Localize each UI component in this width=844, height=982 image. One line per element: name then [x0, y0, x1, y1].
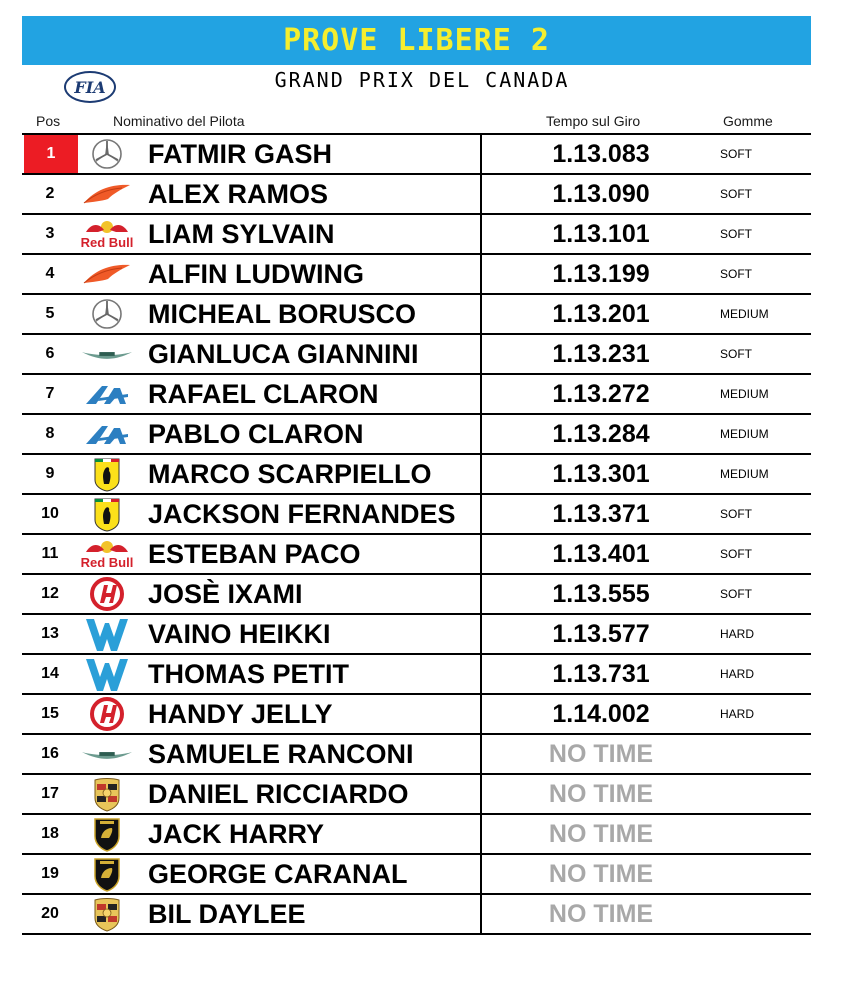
mercedes-logo: [80, 135, 134, 173]
tyre-compound: MEDIUM: [720, 427, 769, 441]
table-row: [22, 335, 811, 375]
alpine-logo: [80, 375, 134, 413]
position-cell: 5: [45, 305, 55, 322]
driver-name: GIANLUCA GIANNINI: [148, 338, 419, 369]
lap-time: NO TIME: [548, 859, 654, 888]
position-cell: 1: [24, 135, 78, 173]
event-subtitle: GRAND PRIX DEL CANADA: [274, 68, 570, 92]
lap-time: 1.13.301: [552, 459, 650, 488]
table-row: [22, 535, 811, 575]
svg-text:Red Bull: Red Bull: [80, 235, 134, 250]
redbull-logo: [80, 215, 134, 253]
table-row: [22, 735, 811, 775]
haas-logo: [80, 575, 134, 613]
position-cell: 13: [41, 625, 59, 642]
porsche-logo: [80, 775, 134, 813]
tyre-compound: SOFT: [720, 147, 752, 161]
astonmartin-logo: [80, 735, 134, 773]
column-header-time: Tempo sul Giro: [546, 113, 641, 129]
position-cell: 9: [45, 465, 55, 482]
williams-logo: [80, 615, 134, 653]
driver-name: ALEX RAMOS: [148, 178, 329, 209]
lap-time: 1.13.555: [552, 579, 650, 608]
lap-time: 1.13.231: [552, 339, 650, 368]
column-header-driver: Nominativo del Pilota: [113, 113, 245, 129]
tyre-compound: SOFT: [720, 587, 752, 601]
astonmartin-logo: [80, 335, 134, 373]
tyre-compound: SOFT: [720, 507, 752, 521]
lap-time: NO TIME: [548, 899, 654, 928]
lap-time: 1.13.401: [552, 539, 650, 568]
lap-time: NO TIME: [548, 739, 654, 768]
column-header-tyres: Gomme: [723, 113, 773, 129]
driver-name: FATMIR GASH: [148, 138, 332, 169]
column-header-pos: Pos: [36, 113, 61, 129]
position-cell: 20: [41, 905, 59, 922]
table-row: [22, 895, 811, 935]
lamborghini-logo: [80, 855, 134, 893]
driver-name: RAFAEL CLARON: [148, 378, 379, 409]
mclaren-logo: [80, 255, 134, 293]
tyre-compound: SOFT: [720, 187, 752, 201]
position-cell: 18: [41, 825, 59, 842]
tyre-compound: HARD: [720, 627, 755, 641]
position-cell: 11: [41, 545, 59, 562]
lap-time: 1.13.577: [552, 619, 650, 648]
svg-text:Red Bull: Red Bull: [80, 555, 134, 570]
driver-name: PABLO CLARON: [148, 418, 364, 449]
position-cell: 10: [41, 505, 59, 522]
lap-time: 1.13.101: [552, 219, 650, 248]
tyre-compound: HARD: [720, 667, 755, 681]
lamborghini-logo: [80, 815, 134, 853]
position-cell: 3: [45, 225, 55, 242]
table-row: [22, 495, 811, 535]
lap-time: 1.13.083: [552, 139, 650, 168]
position-cell: 14: [41, 665, 59, 682]
table-row: [22, 135, 811, 175]
redbull-logo: [80, 535, 134, 573]
table-row: [22, 415, 811, 455]
ferrari-logo: [80, 455, 134, 493]
table-row: [22, 655, 811, 695]
tyre-compound: MEDIUM: [720, 467, 769, 481]
title-banner: [22, 16, 811, 65]
tyre-compound: SOFT: [720, 547, 752, 561]
lap-time: NO TIME: [548, 819, 654, 848]
table-row: [22, 775, 811, 815]
haas-logo: [80, 695, 134, 733]
lap-time: 1.13.284: [552, 419, 650, 448]
tyre-compound: MEDIUM: [720, 387, 769, 401]
driver-name: VAINO HEIKKI: [148, 618, 331, 649]
driver-name: SAMUELE RANCONI: [148, 738, 414, 769]
table-row: [22, 175, 811, 215]
tyre-compound: SOFT: [720, 267, 752, 281]
driver-name: HANDY JELLY: [148, 698, 333, 729]
porsche-logo: [80, 895, 134, 933]
tyre-compound: SOFT: [720, 227, 752, 241]
table-row: [22, 215, 811, 255]
lap-time: 1.13.731: [552, 659, 650, 688]
driver-name: MICHEAL BORUSCO: [148, 298, 417, 329]
table-row: [22, 815, 811, 855]
position-cell: 19: [41, 865, 59, 882]
session-title: PROVE LIBERE 2: [283, 23, 550, 58]
driver-name: JOSÈ IXAMI: [148, 578, 303, 609]
table-row: [22, 255, 811, 295]
lap-time: 1.13.371: [552, 499, 650, 528]
results-table: [22, 133, 811, 935]
tyre-compound: MEDIUM: [720, 307, 769, 321]
driver-name: ESTEBAN PACO: [148, 538, 361, 569]
tyre-compound: SOFT: [720, 347, 752, 361]
lap-time: NO TIME: [548, 779, 654, 808]
lap-time: 1.13.199: [552, 259, 650, 288]
driver-name: JACK HARRY: [148, 818, 325, 849]
mercedes-logo: [80, 295, 134, 333]
driver-name: THOMAS PETIT: [148, 658, 349, 689]
table-row: [22, 295, 811, 335]
driver-name: JACKSON FERNANDES: [148, 498, 456, 529]
table-row: [22, 575, 811, 615]
position-cell: 17: [41, 785, 59, 802]
tyre-compound: HARD: [720, 707, 755, 721]
williams-logo: [80, 655, 134, 693]
lap-time: 1.13.272: [552, 379, 650, 408]
lap-time: 1.13.090: [552, 179, 650, 208]
driver-name: DANIEL RICCIARDO: [148, 778, 409, 809]
mclaren-logo: [80, 175, 134, 213]
driver-name: LIAM SYLVAIN: [148, 218, 335, 249]
position-cell: 16: [41, 745, 59, 762]
driver-name: BIL DAYLEE: [148, 898, 306, 929]
table-row: [22, 375, 811, 415]
table-row: [22, 615, 811, 655]
fia-logo-text: FIA: [74, 77, 106, 97]
driver-name: ALFIN LUDWING: [148, 258, 364, 289]
driver-name: MARCO SCARPIELLO: [148, 458, 432, 489]
alpine-logo: [80, 415, 134, 453]
table-row: [22, 695, 811, 735]
driver-name: GEORGE CARANAL: [148, 858, 408, 889]
lap-time: 1.13.201: [552, 299, 650, 328]
position-cell: 4: [45, 265, 55, 282]
position-cell: 8: [45, 425, 55, 442]
position-cell: 6: [45, 345, 55, 362]
lap-time: 1.14.002: [552, 699, 650, 728]
position-cell: 7: [45, 385, 55, 402]
table-row: [22, 455, 811, 495]
position-cell: 2: [45, 185, 55, 202]
table-row: [22, 855, 811, 895]
position-cell: 12: [41, 585, 59, 602]
ferrari-logo: [80, 495, 134, 533]
position-cell: 15: [41, 705, 59, 722]
